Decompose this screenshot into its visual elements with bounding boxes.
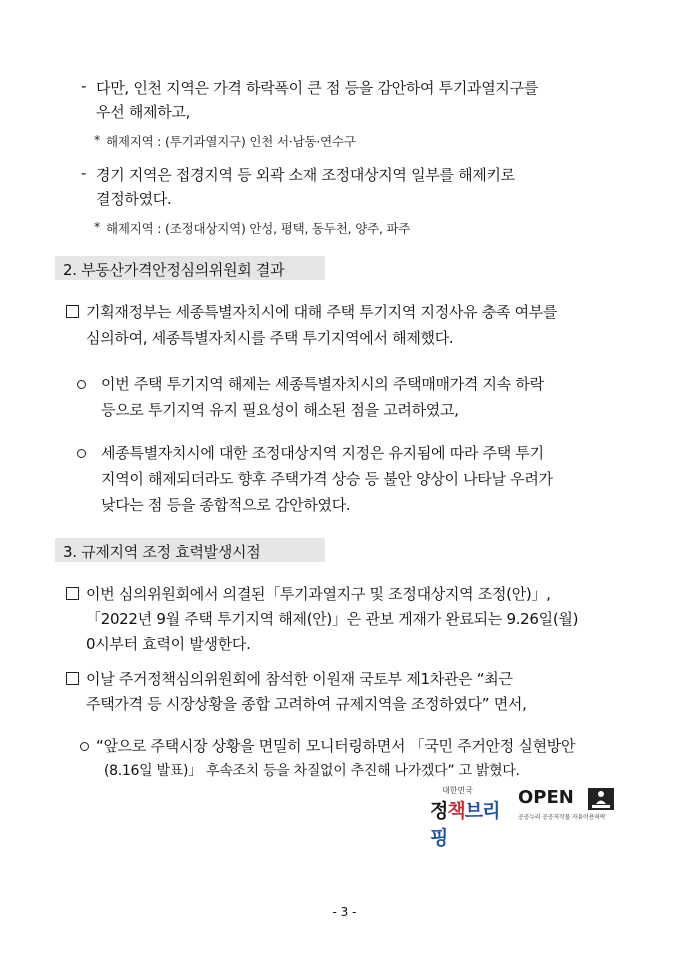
note-text: 해제지역 : (조정대상지역) 안성, 평택, 동두천, 양주, 파주 <box>106 221 411 236</box>
paragraph-line: 기획재정부는 세종특별자치시에 대해 주택 투기지역 지정사유 충족 여부를 <box>86 303 558 321</box>
paragraph-line: 등으로 투기지역 유지 필요성이 해소된 점을 고려하였고, <box>101 401 459 419</box>
paragraph-line: 이날 주거정책심의위원회에 참석한 이원재 국토부 제1차관은 “최근 <box>86 670 513 688</box>
paragraph-line: 결정하였다. <box>96 190 172 208</box>
paragraph-line: 0시부터 효력이 발생한다. <box>86 635 251 653</box>
square-bullet <box>66 672 79 685</box>
note-bullet: * <box>94 132 101 147</box>
note-bullet: * <box>94 219 101 234</box>
paragraph-line: 이번 주택 투기지역 해제는 세종특별자치시의 주택매매가격 지속 하락 <box>101 375 544 393</box>
section-heading <box>55 538 325 562</box>
section-heading <box>55 256 325 280</box>
kogl-open-logo <box>516 787 618 823</box>
circle-bullet <box>80 742 89 751</box>
kogl-type-icon <box>588 788 614 810</box>
paragraph-line: 지역이 해제되더라도 향후 주택가격 상승 등 불안 양상이 나타날 우려가 <box>101 470 553 488</box>
paragraph-line: 심의하여, 세종특별자치시를 주택 투기지역에서 해제했다. <box>86 329 454 347</box>
page-number: - 3 - <box>332 905 357 919</box>
circle-bullet <box>77 380 86 389</box>
paragraph-line: 「2022년 9월 주택 투기지역 해제(안)」은 관보 게재가 완료되는 9.26일(월) <box>86 610 579 628</box>
dash-bullet: - <box>81 164 87 182</box>
note-text: 해제지역 : (투기과열지구) 인천 서·남동·연수구 <box>106 134 356 149</box>
section-heading-text: 2. 부동산가격안정심의위원회 결과 <box>63 261 285 279</box>
square-bullet <box>66 587 79 600</box>
paragraph-line: 우선 해제하고, <box>96 103 191 121</box>
logo-small-text: 대한민국 <box>442 786 473 795</box>
policy-briefing-logo <box>430 785 514 849</box>
open-sub-text: 공공누리 공공저작물 자유이용허락 <box>518 814 606 821</box>
square-bullet <box>66 305 79 318</box>
paragraph-line: 주택가격 등 시장상황을 종합 고려하여 규제지역을 조정하였다” 면서, <box>86 695 527 713</box>
circle-bullet <box>77 449 86 458</box>
paragraph-line: (8.16일 발표)」 후속조치 등을 차질없이 추진해 나가겠다” 고 밝혔다. <box>104 763 520 779</box>
logo-big-text: 정책브리핑 <box>430 800 500 849</box>
open-word: OPEN <box>518 787 574 808</box>
paragraph-line: 낮다는 점 등을 종합적으로 감안하였다. <box>101 496 351 514</box>
paragraph-line: “앞으로 주택시장 상황을 면밀히 모니터링하면서 「국민 주거안정 실현방안 <box>96 737 576 755</box>
paragraph-line: 이번 심의위원회에서 의결된「투기과열지구 및 조정대상지역 조정(안)」, <box>86 585 551 603</box>
paragraph-line: 세종특별자치시에 대한 조정대상지역 지정은 유지됨에 따라 주택 투기 <box>101 444 544 462</box>
logo-area <box>430 785 620 849</box>
paragraph-line: 다만, 인천 지역은 가격 하락폭이 큰 점 등을 감안하여 투기과열지구를 <box>96 79 539 97</box>
dash-bullet: - <box>81 77 87 95</box>
section-heading-text: 3. 규제지역 조정 효력발생시점 <box>63 543 261 561</box>
paragraph-line: 경기 지역은 접경지역 등 외곽 소재 조정대상지역 일부를 해제키로 <box>96 166 515 184</box>
